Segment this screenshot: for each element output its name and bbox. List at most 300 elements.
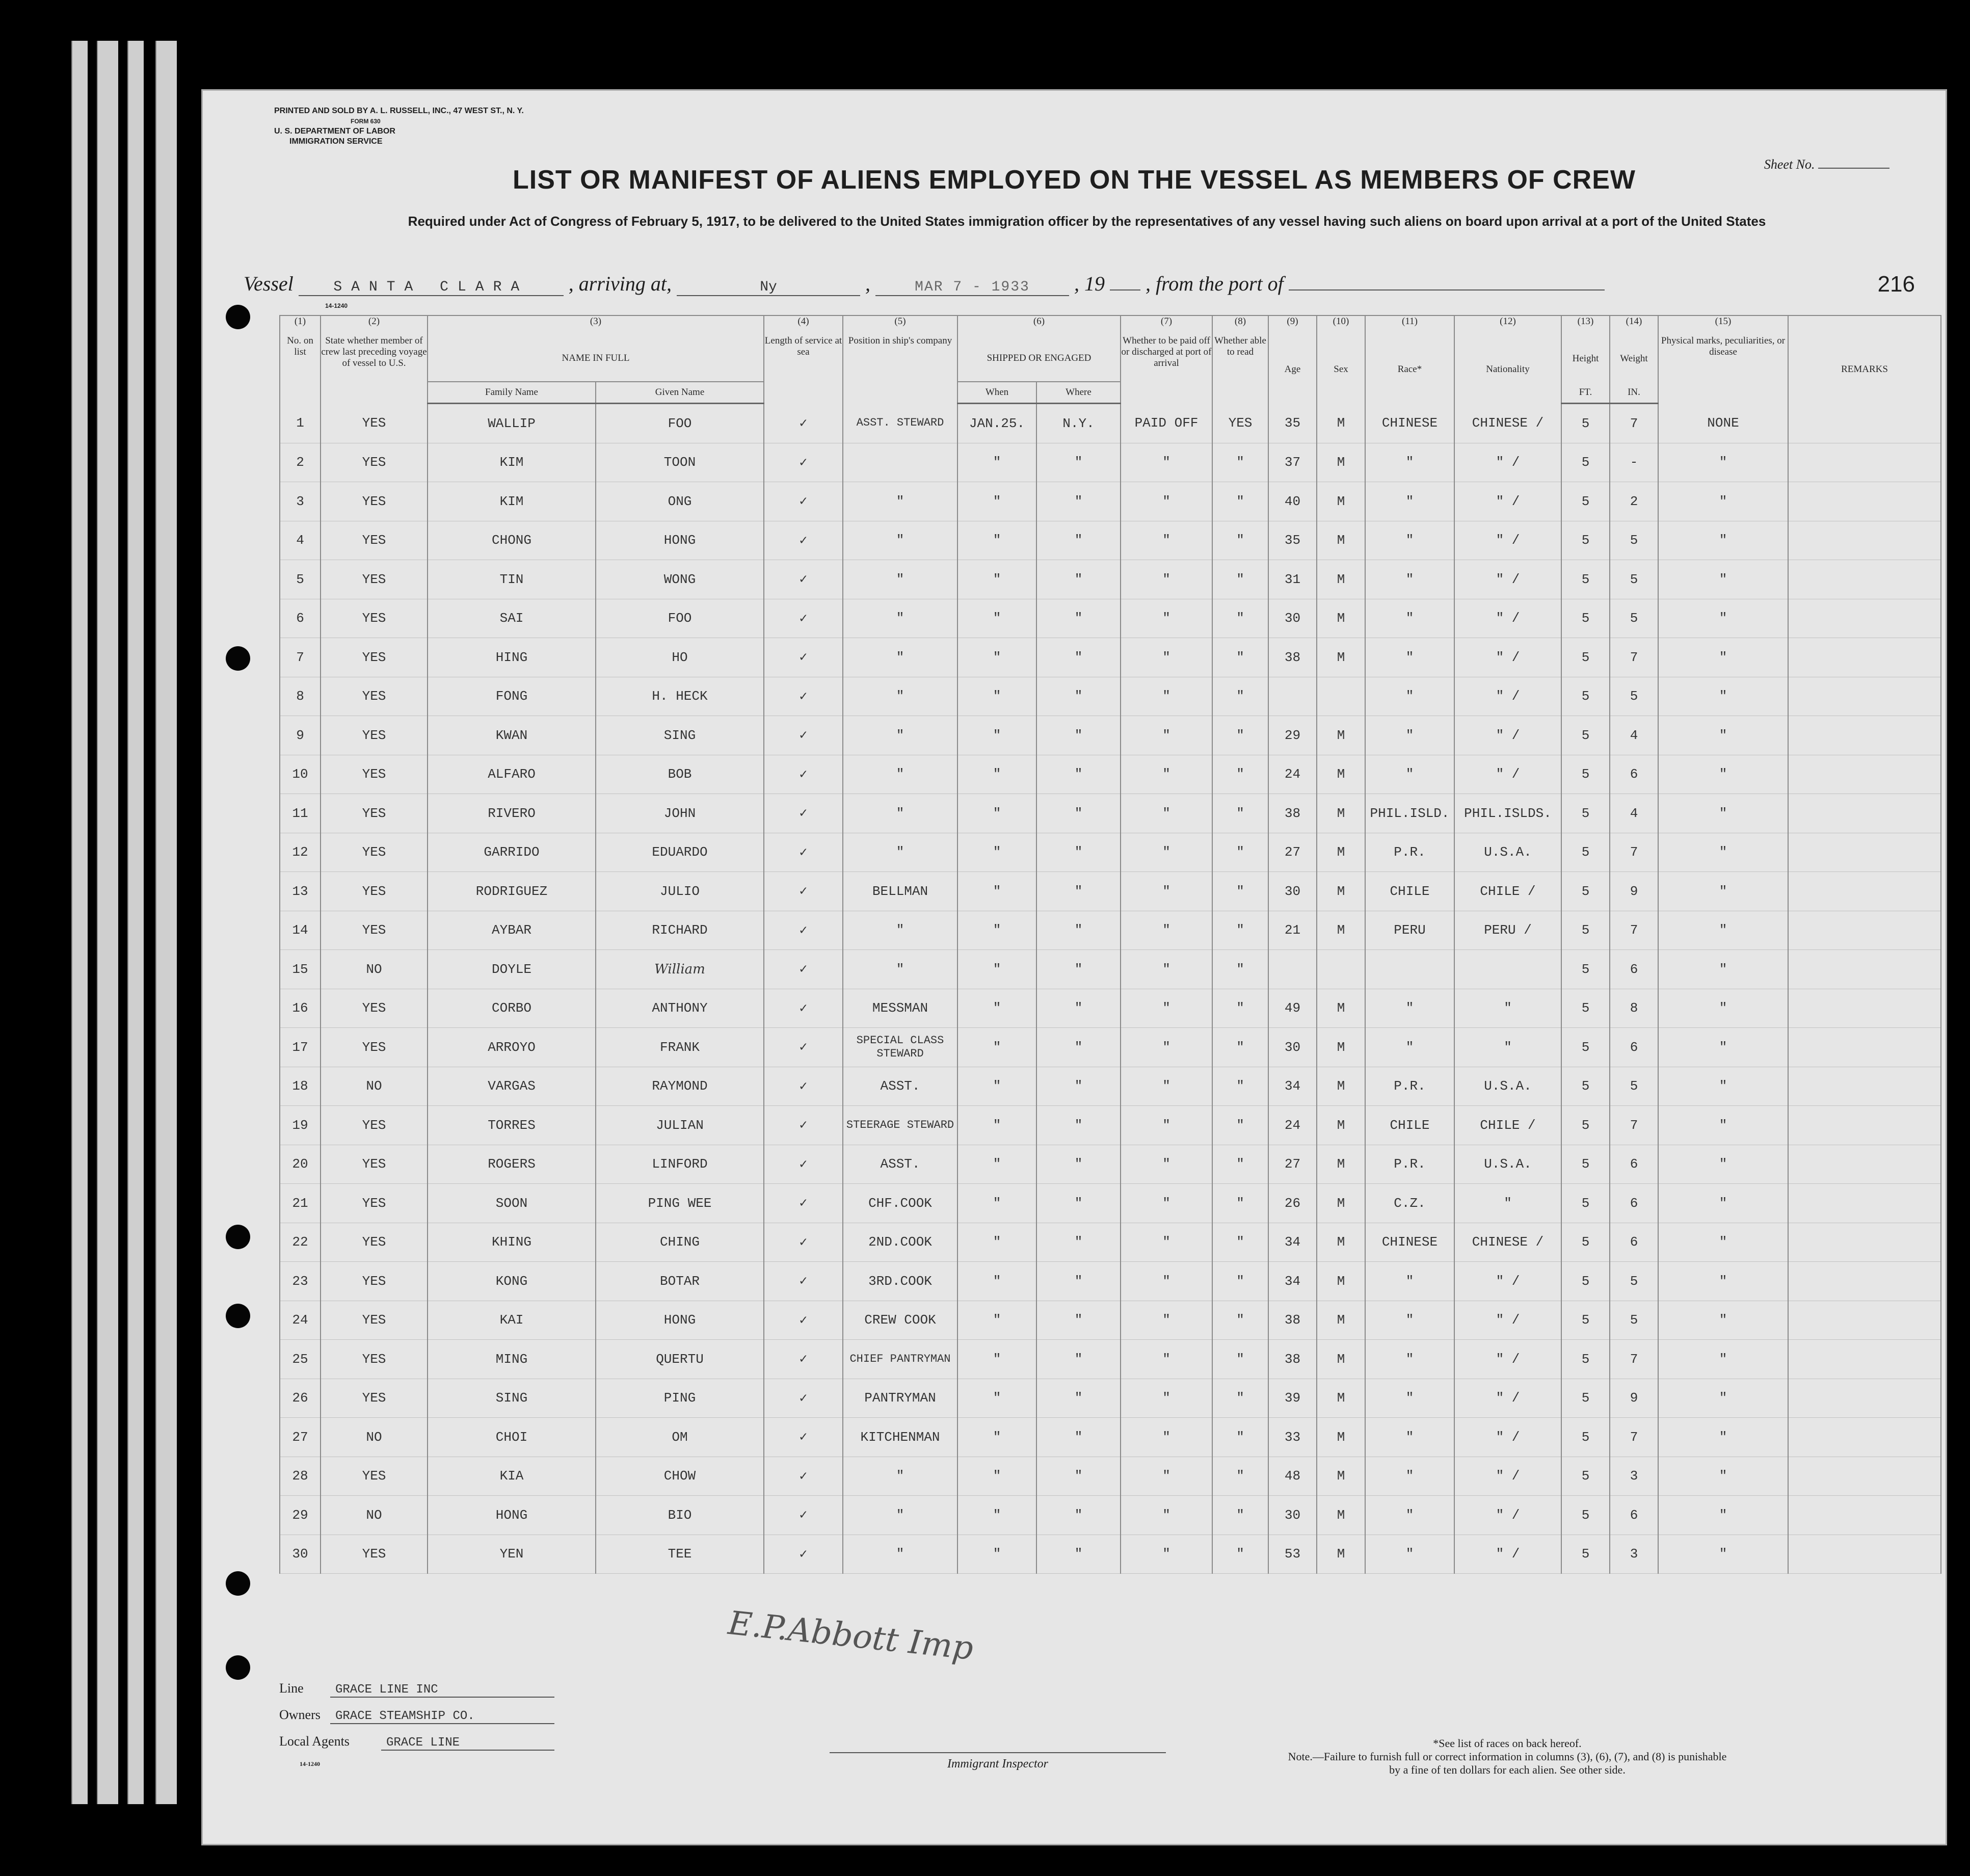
row-number: 10	[280, 755, 321, 794]
shipped-when: "	[957, 560, 1036, 599]
row-number: 7	[280, 638, 321, 677]
remarks	[1788, 482, 1941, 521]
weight-in: 5	[1610, 560, 1658, 599]
race: "	[1365, 1457, 1454, 1496]
paid-off: "	[1121, 482, 1212, 521]
service-check: ✓	[764, 677, 843, 716]
shipped-when: "	[957, 833, 1036, 872]
position: CHIEF PANTRYMAN	[843, 1340, 957, 1379]
age: 27	[1268, 1145, 1317, 1184]
year-label: , 19	[1074, 272, 1105, 295]
paid-off: "	[1121, 872, 1212, 911]
nationality: " /	[1454, 677, 1561, 716]
age: 34	[1268, 1262, 1317, 1301]
position: KITCHENMAN	[843, 1418, 957, 1457]
remarks	[1788, 872, 1941, 911]
sex: M	[1317, 638, 1365, 677]
age: 30	[1268, 1496, 1317, 1535]
weight-in: 6	[1610, 1184, 1658, 1223]
shipped-where: "	[1036, 677, 1121, 716]
col-name-header: NAME IN FULL	[428, 335, 764, 382]
shipped-where: "	[1036, 1067, 1121, 1106]
previous-voyage: YES	[321, 638, 428, 677]
row-number: 17	[280, 1028, 321, 1067]
family-name: RODRIGUEZ	[428, 872, 596, 911]
age: 30	[1268, 872, 1317, 911]
remarks	[1788, 404, 1941, 443]
colnum: (8)	[1212, 315, 1268, 335]
service-check: ✓	[764, 521, 843, 560]
weight-in: 2	[1610, 482, 1658, 521]
physical-marks: "	[1658, 833, 1788, 872]
height-ft: 5	[1561, 755, 1610, 794]
weight-in: 4	[1610, 716, 1658, 755]
fine-note: Note.—Failure to furnish full or correct information in columns (3), (6), (7), and (8) is punishable by a fine of ten dollars for each alien. See other side.	[1288, 1750, 1727, 1776]
remarks	[1788, 521, 1941, 560]
able-to-read: "	[1212, 833, 1268, 872]
races-note: *See list of races on back hereof.	[1433, 1737, 1582, 1750]
family-name: HONG	[428, 1496, 596, 1535]
weight-in: 9	[1610, 1379, 1658, 1418]
paid-off: "	[1121, 1028, 1212, 1067]
weight-in: 6	[1610, 950, 1658, 989]
nationality: PHIL.ISLDS.	[1454, 794, 1561, 833]
shipped-when: "	[957, 1340, 1036, 1379]
able-to-read: "	[1212, 1496, 1268, 1535]
col-sex-header: Sex	[1317, 335, 1365, 404]
sex: M	[1317, 521, 1365, 560]
physical-marks: "	[1658, 1301, 1788, 1340]
service-check: ✓	[764, 872, 843, 911]
physical-marks: "	[1658, 911, 1788, 950]
service-check: ✓	[764, 1418, 843, 1457]
sex: M	[1317, 1379, 1365, 1418]
age: 40	[1268, 482, 1317, 521]
previous-voyage: NO	[321, 1496, 428, 1535]
table-row	[280, 1145, 1941, 1184]
given-name: ANTHONY	[596, 989, 764, 1028]
sex: M	[1317, 1067, 1365, 1106]
shipped-where: "	[1036, 1028, 1121, 1067]
table-row	[280, 1184, 1941, 1223]
service-check: ✓	[764, 1262, 843, 1301]
service-check: ✓	[764, 755, 843, 794]
shipped-when: "	[957, 599, 1036, 638]
family-name: HING	[428, 638, 596, 677]
age: 31	[1268, 560, 1317, 599]
previous-voyage: NO	[321, 1067, 428, 1106]
department-name: U. S. DEPARTMENT OF LABOR	[274, 127, 395, 136]
given-name: RICHARD	[596, 911, 764, 950]
height-ft: 5	[1561, 989, 1610, 1028]
shipped-where: "	[1036, 1184, 1121, 1223]
race: P.R.	[1365, 1067, 1454, 1106]
printer-line: PRINTED AND SOLD BY A. L. RUSSELL, INC., 47 WEST ST., N. Y.	[274, 107, 524, 115]
position: "	[843, 716, 957, 755]
race: "	[1365, 1340, 1454, 1379]
nationality: " /	[1454, 443, 1561, 482]
remarks	[1788, 599, 1941, 638]
shipped-where: "	[1036, 638, 1121, 677]
shipped-when: "	[957, 482, 1036, 521]
height-ft: 5	[1561, 638, 1610, 677]
punch-hole	[226, 1304, 250, 1328]
row-number: 11	[280, 794, 321, 833]
age: 38	[1268, 638, 1317, 677]
col-marks-header: Physical marks, peculiarities, or disease	[1658, 335, 1788, 404]
physical-marks: "	[1658, 677, 1788, 716]
physical-marks: "	[1658, 794, 1788, 833]
previous-voyage: YES	[321, 1028, 428, 1067]
remarks	[1788, 1301, 1941, 1340]
document-subtitle: Required under Act of Congress of February 5, 1917, to be delivered to the United States immigration officer by the representatives of any vessel having such aliens on board upon arrival at a port of the United States	[408, 214, 1766, 229]
able-to-read: "	[1212, 1028, 1268, 1067]
weight-in: 7	[1610, 638, 1658, 677]
given-name: FRANK	[596, 1028, 764, 1067]
age	[1268, 950, 1317, 989]
height-ft: 5	[1561, 1223, 1610, 1262]
given-name: HO	[596, 638, 764, 677]
position: "	[843, 677, 957, 716]
physical-marks: "	[1658, 1028, 1788, 1067]
given-name: JULIAN	[596, 1106, 764, 1145]
physical-marks: "	[1658, 1418, 1788, 1457]
row-number: 26	[280, 1379, 321, 1418]
race: PERU	[1365, 911, 1454, 950]
position: PANTRYMAN	[843, 1379, 957, 1418]
remarks	[1788, 716, 1941, 755]
sex: M	[1317, 989, 1365, 1028]
height-ft: 5	[1561, 599, 1610, 638]
table-row	[280, 1535, 1941, 1574]
height-ft: 5	[1561, 794, 1610, 833]
height-ft: 5	[1561, 443, 1610, 482]
height-ft: 5	[1561, 1496, 1610, 1535]
family-name: FONG	[428, 677, 596, 716]
previous-voyage: YES	[321, 1535, 428, 1574]
table-row	[280, 482, 1941, 521]
punch-hole	[226, 1571, 250, 1596]
race: "	[1365, 1028, 1454, 1067]
physical-marks: "	[1658, 989, 1788, 1028]
family-name: GARRIDO	[428, 833, 596, 872]
remarks	[1788, 1067, 1941, 1106]
position: "	[843, 1535, 957, 1574]
able-to-read: "	[1212, 1262, 1268, 1301]
physical-marks: "	[1658, 716, 1788, 755]
row-number: 14	[280, 911, 321, 950]
colnum: (14)	[1610, 315, 1658, 335]
weight-in: 3	[1610, 1535, 1658, 1574]
age: 49	[1268, 989, 1317, 1028]
colnum: (12)	[1454, 315, 1561, 335]
weight-in: 7	[1610, 833, 1658, 872]
colnum: (7)	[1121, 315, 1212, 335]
shipped-where: "	[1036, 1496, 1121, 1535]
family-name: ARROYO	[428, 1028, 596, 1067]
previous-voyage: YES	[321, 794, 428, 833]
family-name: ALFARO	[428, 755, 596, 794]
previous-voyage: YES	[321, 1379, 428, 1418]
previous-voyage: YES	[321, 716, 428, 755]
remarks	[1788, 989, 1941, 1028]
vessel-label: Vessel	[244, 272, 294, 295]
age: 39	[1268, 1379, 1317, 1418]
nationality: " /	[1454, 638, 1561, 677]
punch-hole	[226, 1655, 250, 1680]
shipped-when: "	[957, 1379, 1036, 1418]
height-ft: 5	[1561, 404, 1610, 443]
paid-off: "	[1121, 677, 1212, 716]
nationality: CHILE /	[1454, 872, 1561, 911]
age: 37	[1268, 443, 1317, 482]
age: 53	[1268, 1535, 1317, 1574]
shipped-when: "	[957, 677, 1036, 716]
able-to-read: "	[1212, 1106, 1268, 1145]
height-ft: 5	[1561, 677, 1610, 716]
family-name: RIVERO	[428, 794, 596, 833]
paid-off: "	[1121, 1535, 1212, 1574]
paid-off: PAID OFF	[1121, 404, 1212, 443]
sex: M	[1317, 1223, 1365, 1262]
physical-marks: "	[1658, 443, 1788, 482]
sex: M	[1317, 1457, 1365, 1496]
paid-off: "	[1121, 950, 1212, 989]
paid-off: "	[1121, 599, 1212, 638]
paid-off: "	[1121, 1496, 1212, 1535]
table-row	[280, 1379, 1941, 1418]
nationality: " /	[1454, 1535, 1561, 1574]
physical-marks: "	[1658, 1496, 1788, 1535]
colnum: (3)	[428, 315, 764, 335]
punch-hole	[226, 1225, 250, 1249]
weight-in: 7	[1610, 911, 1658, 950]
previous-voyage: YES	[321, 911, 428, 950]
nationality: " /	[1454, 1418, 1561, 1457]
remarks	[1788, 1535, 1941, 1574]
weight-in: 6	[1610, 1223, 1658, 1262]
height-ft: 5	[1561, 1028, 1610, 1067]
height-ft: 5	[1561, 911, 1610, 950]
remarks	[1788, 833, 1941, 872]
sex: M	[1317, 1106, 1365, 1145]
service-check: ✓	[764, 1223, 843, 1262]
height-ft: 5	[1561, 1184, 1610, 1223]
form-header	[274, 106, 524, 147]
given-name: PING	[596, 1379, 764, 1418]
race: "	[1365, 1535, 1454, 1574]
race: "	[1365, 443, 1454, 482]
family-name: KAI	[428, 1301, 596, 1340]
row-number: 8	[280, 677, 321, 716]
shipped-where: "	[1036, 872, 1121, 911]
able-to-read: "	[1212, 1535, 1268, 1574]
sex: M	[1317, 1028, 1365, 1067]
remarks	[1788, 794, 1941, 833]
given-name: H. HECK	[596, 677, 764, 716]
race: CHILE	[1365, 1106, 1454, 1145]
position: MESSMAN	[843, 989, 957, 1028]
sex: M	[1317, 833, 1365, 872]
able-to-read: "	[1212, 1379, 1268, 1418]
immigrant-inspector-line: Immigrant Inspector	[830, 1752, 1166, 1771]
weight-in: -	[1610, 443, 1658, 482]
weight-in: 8	[1610, 989, 1658, 1028]
sex: M	[1317, 443, 1365, 482]
paid-off: "	[1121, 989, 1212, 1028]
sex: M	[1317, 755, 1365, 794]
age: 26	[1268, 1184, 1317, 1223]
service-check: ✓	[764, 1067, 843, 1106]
shipped-where: "	[1036, 716, 1121, 755]
shipped-when: "	[957, 1262, 1036, 1301]
race: CHILE	[1365, 872, 1454, 911]
position: 3RD.COOK	[843, 1262, 957, 1301]
physical-marks: NONE	[1658, 404, 1788, 443]
height-ft: 5	[1561, 560, 1610, 599]
family-name: TORRES	[428, 1106, 596, 1145]
race: CHINESE	[1365, 404, 1454, 443]
race: "	[1365, 1262, 1454, 1301]
manifest-sheet	[201, 89, 1947, 1845]
arriving-port: Ny	[677, 279, 860, 296]
row-number: 20	[280, 1145, 321, 1184]
shipped-where: "	[1036, 1223, 1121, 1262]
height-ft: 5	[1561, 482, 1610, 521]
col-family-name-header: Family Name	[428, 382, 596, 404]
line-label: Line	[279, 1681, 304, 1696]
sex: M	[1317, 1301, 1365, 1340]
given-name: LINFORD	[596, 1145, 764, 1184]
footer-notes	[1283, 1737, 1732, 1777]
paid-off: "	[1121, 833, 1212, 872]
family-name: ROGERS	[428, 1145, 596, 1184]
paid-off: "	[1121, 1418, 1212, 1457]
row-number: 21	[280, 1184, 321, 1223]
service-check: ✓	[764, 833, 843, 872]
physical-marks: "	[1658, 1184, 1788, 1223]
previous-voyage: YES	[321, 1457, 428, 1496]
physical-marks: "	[1658, 638, 1788, 677]
col-shipped-header: SHIPPED OR ENGAGED	[957, 335, 1121, 382]
table-row	[280, 638, 1941, 677]
weight-in: 3	[1610, 1457, 1658, 1496]
family-name: KIA	[428, 1457, 596, 1496]
table-row	[280, 833, 1941, 872]
given-name: JULIO	[596, 872, 764, 911]
height-ft: 5	[1561, 1379, 1610, 1418]
paid-off: "	[1121, 1262, 1212, 1301]
nationality: "	[1454, 1184, 1561, 1223]
shipped-when: "	[957, 1457, 1036, 1496]
agents-label: Local Agents	[279, 1734, 350, 1749]
shipped-when: "	[957, 1184, 1036, 1223]
given-name: ONG	[596, 482, 764, 521]
physical-marks: "	[1658, 1379, 1788, 1418]
previous-voyage: YES	[321, 482, 428, 521]
remarks	[1788, 1223, 1941, 1262]
table-row	[280, 1340, 1941, 1379]
inspector-signature: E.P.Abbott Imp	[726, 1604, 975, 1668]
table-row	[280, 560, 1941, 599]
height-ft: 5	[1561, 1535, 1610, 1574]
position: "	[843, 794, 957, 833]
paid-off: "	[1121, 1223, 1212, 1262]
sex: M	[1317, 1496, 1365, 1535]
paid-off: "	[1121, 1379, 1212, 1418]
col-nationality-header: Nationality	[1454, 335, 1561, 404]
height-ft: 5	[1561, 1106, 1610, 1145]
able-to-read: "	[1212, 872, 1268, 911]
given-name: SING	[596, 716, 764, 755]
sex: M	[1317, 560, 1365, 599]
given-name: BOTAR	[596, 1262, 764, 1301]
shipped-when: "	[957, 989, 1036, 1028]
nationality: U.S.A.	[1454, 1145, 1561, 1184]
given-name: TOON	[596, 443, 764, 482]
row-number: 19	[280, 1106, 321, 1145]
race: "	[1365, 1301, 1454, 1340]
paid-off: "	[1121, 794, 1212, 833]
shipped-when: "	[957, 755, 1036, 794]
family-name: KONG	[428, 1262, 596, 1301]
family-name: KHING	[428, 1223, 596, 1262]
age: 48	[1268, 1457, 1317, 1496]
service-check: ✓	[764, 1379, 843, 1418]
able-to-read: "	[1212, 482, 1268, 521]
crew-manifest-table	[279, 315, 1941, 1574]
shipped-when: "	[957, 1028, 1036, 1067]
position: SPECIAL CLASS STEWARD	[843, 1028, 957, 1067]
remarks	[1788, 1457, 1941, 1496]
table-row	[280, 1496, 1941, 1535]
given-name: OM	[596, 1418, 764, 1457]
shipped-where: "	[1036, 755, 1121, 794]
weight-in: 5	[1610, 1067, 1658, 1106]
shipped-when: "	[957, 872, 1036, 911]
sex: M	[1317, 404, 1365, 443]
family-name: SOON	[428, 1184, 596, 1223]
nationality: " /	[1454, 1379, 1561, 1418]
colnum: (6)	[957, 315, 1121, 335]
given-name: HONG	[596, 521, 764, 560]
able-to-read: "	[1212, 755, 1268, 794]
colnum: (2)	[321, 315, 428, 335]
nationality: " /	[1454, 1496, 1561, 1535]
race	[1365, 950, 1454, 989]
col-given-name-header: Given Name	[596, 382, 764, 404]
given-name: WONG	[596, 560, 764, 599]
table-row	[280, 911, 1941, 950]
col-in-header: IN.	[1610, 382, 1658, 404]
sex	[1317, 677, 1365, 716]
shipped-when: "	[957, 638, 1036, 677]
shipped-where: N.Y.	[1036, 404, 1121, 443]
previous-voyage: YES	[321, 521, 428, 560]
family-name: KWAN	[428, 716, 596, 755]
shipped-where: "	[1036, 1457, 1121, 1496]
remarks	[1788, 443, 1941, 482]
sex: M	[1317, 1262, 1365, 1301]
remarks	[1788, 1418, 1941, 1457]
remarks	[1788, 1106, 1941, 1145]
weight-in: 7	[1610, 1340, 1658, 1379]
weight-in: 6	[1610, 755, 1658, 794]
physical-marks: "	[1658, 599, 1788, 638]
height-ft: 5	[1561, 950, 1610, 989]
service-check: ✓	[764, 1028, 843, 1067]
col-read-header: Whether able to read	[1212, 335, 1268, 404]
